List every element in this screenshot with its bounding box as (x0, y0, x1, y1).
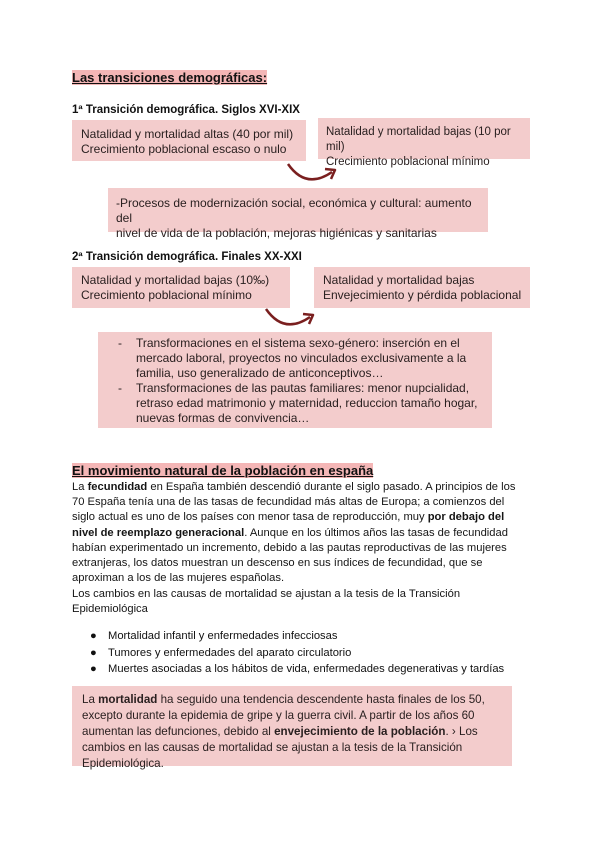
dash-marker: - (118, 381, 122, 395)
mortality-causes-list (72, 628, 532, 678)
second-transition-list (108, 336, 486, 426)
box-second-left-line-1: Natalidad y mortalidad bajas (10‰) (81, 273, 270, 287)
bullet-text: Mortalidad infantil y enfermedades infecciosas (108, 630, 338, 642)
box-first-bottom-line-1: -Procesos de modernización social, económica y cultural: aumento del (116, 196, 472, 225)
term-mortalidad: mortalidad (98, 693, 158, 706)
box-second-right (314, 267, 530, 308)
text-run: La (72, 481, 88, 493)
box-second-left-line-2: Crecimiento poblacional mínimo (81, 288, 252, 302)
term-envejecimiento: envejecimiento de la población (274, 725, 446, 738)
text-run: La (82, 693, 99, 706)
term-reemplazo: por debajo del nivel de reemplazo generacional (72, 511, 505, 539)
list-item (108, 381, 486, 426)
box-first-right-line-1: Natalidad y mortalidad bajas (10 por mil) (326, 126, 511, 153)
box-second-bottom (98, 332, 492, 428)
item-1-line-3: familia, uso generalizado de anticonceptivos… (136, 366, 384, 380)
item-2-line-1: Transformaciones de las pautas familiares: menor nupcialidad, (136, 381, 470, 395)
box-first-right (318, 118, 530, 168)
bullet-icon: ● (90, 663, 97, 675)
bullet-icon: ● (90, 630, 97, 642)
box-first-bottom-line-2: nivel de vida de la población, mejoras higiénicas y sanitarias (116, 226, 437, 240)
item-2-line-3: nuevas formas de convivencia… (136, 411, 310, 425)
item-1-line-1: Transformaciones en el sistema sexo-género: inserción en el (136, 336, 460, 350)
dash-marker: - (118, 336, 122, 350)
box-first-left-line-1: Natalidad y mortalidad altas (40 por mil) (81, 127, 294, 141)
paragraph-mortalidad-intro: Los cambios en las causas de mortalidad se ajustan a la tesis de la Transición Epidemiológica (72, 588, 461, 616)
box-first-left (72, 120, 306, 161)
box-second-right-line-2: Envejecimiento y pérdida poblacional (323, 288, 522, 302)
paragraph-fecundidad (72, 480, 527, 586)
list-item (108, 336, 486, 381)
box-first-right-line-2: Crecimiento poblacional mínimo (326, 156, 490, 168)
list-item (72, 645, 532, 662)
section-title-transiciones: Las transiciones demográficas: (72, 70, 268, 85)
list-item (72, 661, 532, 678)
heading-first-transition: 1ª Transición demográfica. Siglos XVI-XIX (72, 104, 300, 116)
bullet-icon: ● (90, 646, 97, 659)
bullet-text: Tumores y enfermedades del aparato circulatorio (108, 646, 352, 659)
curved-arrow-icon (284, 160, 340, 190)
list-item (72, 628, 532, 645)
text-run: . Aunque en los últimos años las tasas de fecundidad habían experimentado un incremento, debido a las pautas reproductivas de las mujeres extranjeras, los datos muestran un descenso en sus índices de fecundidad, que se aproximan a los de las mujeres españolas. (72, 526, 508, 585)
curved-arrow-icon-2 (262, 305, 318, 335)
item-1-line-2: mercado laboral, proyectos no vinculados exclusivamente a la (136, 351, 467, 365)
box-first-left-line-2: Crecimiento poblacional escaso o nulo (81, 142, 287, 156)
box-mortalidad (72, 686, 512, 770)
box-second-right-line-1: Natalidad y mortalidad bajas (323, 273, 475, 287)
text-run: . › Los cambios en las causas de mortalidad se ajustan a la tesis de la Transición Epidemiológica. (82, 725, 478, 770)
item-2-line-2: retraso edad matrimonio y maternidad, reduccion tamaño hogar, (136, 396, 478, 410)
box-second-left (72, 267, 290, 308)
section-title-movimiento-natural: El movimiento natural de la población en españa (72, 463, 374, 478)
text-run: en España también descendió durante el siglo pasado. A principios de los 70 España tenía una de las tasas de fecundidad más altas de Europa; a comienzos del siglo actual es uno de los países con menor tasa de reproducción, muy (72, 481, 516, 524)
term-fecundidad: fecundidad (87, 481, 148, 493)
heading-second-transition: 2ª Transición demográfica. Finales XX-XXI (72, 251, 302, 263)
text-run: ha seguido una tendencia descendente hasta finales de los 50, excepto durante la epidemia de gripe y la guerra civil. A partir de los años 60 aumentan las defunciones, debido al (82, 693, 485, 738)
box-first-bottom (108, 188, 488, 240)
bullet-text: Muertes asociadas a los hábitos de vida, enfermedades degenerativas y tardías (108, 663, 505, 675)
